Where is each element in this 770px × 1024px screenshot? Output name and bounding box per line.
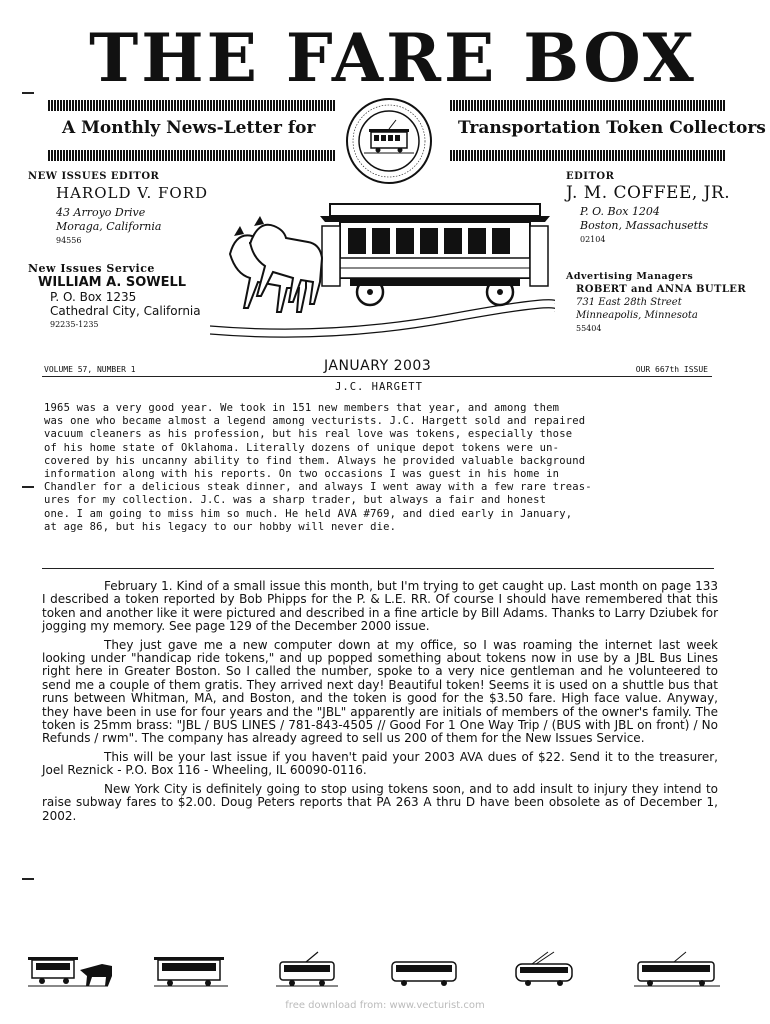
zip-code: 55404	[576, 324, 602, 333]
zip-code: 92235-1235	[50, 320, 99, 329]
horse-car-icon	[28, 957, 112, 986]
bus-icon	[392, 962, 456, 986]
download-watermark: free download from: www.vecturist.com	[285, 1000, 485, 1011]
memorial-text	[44, 402, 714, 534]
text-line: one. I am going to miss him so much. He held AVA #769, and died early in January,	[44, 507, 573, 520]
newsletter-title: THE FARE BOX	[89, 19, 697, 97]
body-paragraph: They just gave me a new computer down at my office, so I was roaming the internet last week looking under "handicap ride tokens," and up popped something about tokens now in use by a JBL Bus Lines right here in Greater Boston. So I called the number, spoke to a very nice gentleman and he volunteered to send me a couple of them gratis. They arrived next day! Beautiful token! Seems it is used on a shuttle bus that runs between Whitman, MA, and Boston, and the token is good for the $3.50 fare. High face value. Anyway, they have been in use for four years and the "JBL" apparently are initials of members of the owner's family. The token is 25mm brass: "JBL / BUS LINES / 781-843-4505 // Good For 1 One Way Trip / (BUS with JBL on front) / No Refunds / rwm". The company has already agreed to sell us 200 of them for the New Issues Service.	[42, 637, 718, 746]
body-paragraph: New York City is definitely going to stop using tokens soon, and to add insult to injury they intend to raise subway fares to $2.00. Doug Peters reports that PA 263 A thru D have been obsolete as of December 1, 2002.	[42, 781, 718, 823]
streetcar-icon	[154, 957, 228, 986]
section-divider	[42, 568, 714, 569]
address-line: P. O. Box 1235	[50, 290, 137, 304]
trolley-icon	[276, 952, 338, 986]
horse-drawn-streetcar-illustration	[210, 176, 555, 348]
tagline-right: Transportation Token Collectors	[458, 118, 766, 138]
newsletter-body	[42, 580, 718, 828]
margin-mark	[22, 878, 34, 880]
editor-name: J. M. COFFEE, JR.	[566, 183, 731, 203]
role-label: NEW ISSUES EDITOR	[28, 171, 160, 182]
masthead-rule-left-lower	[48, 150, 336, 161]
text-line: Chandler for a delicious steak dinner, and always I went away with a few rare treas-	[44, 481, 592, 494]
zip-code: 02104	[580, 235, 606, 244]
new-issues-service-block	[28, 262, 228, 332]
tagline-left: A Monthly News-Letter for	[62, 118, 316, 138]
masthead-rule-left	[48, 100, 336, 111]
service-name: WILLIAM A. SOWELL	[38, 275, 187, 290]
role-label: EDITOR	[566, 171, 615, 182]
advertising-managers-block	[566, 270, 766, 336]
address-line: P. O. Box 1204	[580, 205, 660, 218]
address-line: Cathedral City, California	[50, 304, 201, 318]
address-line: Minneapolis, Minnesota	[576, 310, 698, 321]
memorial-heading: J.C. HARGETT	[335, 381, 423, 393]
issue-info-bar	[42, 358, 712, 377]
editor-block	[566, 170, 766, 247]
body-paragraph: This will be your last issue if you haven't paid your 2003 AVA dues of $22. Send it to the treasurer, Joel Reznick - P.O. Box 116 - Wheeling, IL 60090-0116.	[42, 749, 718, 778]
trolleybus-icon	[516, 952, 572, 986]
text-line: covered by his uncanny ability to find them. Always he provided valuable background	[44, 454, 586, 467]
managers-name: ROBERT and ANNA BUTLER	[576, 284, 747, 295]
text-line: was one who became almost a legend among vecturists. J.C. Hargett sold and repaired	[44, 415, 586, 428]
text-line: ures for my collection. J.C. was a sharp trader, but always a fair and honest	[44, 494, 547, 507]
address-line: 43 Arroyo Drive	[56, 206, 146, 219]
role-label: Advertising Managers	[566, 271, 694, 282]
text-line: information along with his reports. On two occasions I was guest in his home in	[44, 468, 560, 481]
new-issues-editor-block	[28, 170, 228, 248]
text-line: 1965 was a very good year. We took in 151 new members that year, and among them	[44, 402, 560, 414]
masthead-rule-right-lower	[450, 150, 726, 161]
masthead-rule-right	[450, 100, 726, 111]
role-label: New Issues Service	[28, 262, 155, 275]
address-line: Moraga, California	[56, 220, 162, 233]
issue-count: OUR 667th ISSUE	[635, 365, 708, 374]
interurban-car-icon	[634, 952, 720, 986]
margin-mark	[22, 486, 34, 488]
text-line: at age 86, but his legacy to our hobby will never die.	[44, 520, 397, 533]
body-paragraph: February 1. Kind of a small issue this month, but I'm trying to get caught up. Last month on page 133 I described a token reported by Bob Phipps for the P. & L.E. RR. Of course I should have remembered that this token and another like it were pictured and described in a fine article by Bill Adams. Thanks to Larry Dziubek for jogging my memory. See page 129 of the December 2000 issue.	[42, 579, 718, 634]
issue-date: JANUARY 2003	[324, 358, 432, 374]
footer-vehicle-strip	[28, 950, 728, 990]
association-seal-logo	[344, 96, 434, 186]
text-line: of his home state of Oklahoma. Literally dozens of unique depot tokens were un-	[44, 441, 560, 454]
margin-mark	[22, 92, 34, 94]
editor-name: HAROLD V. FORD	[56, 184, 209, 202]
text-line: vacuum cleaners as his profession, but his real love was tokens, especially those	[44, 428, 573, 441]
volume-number: VOLUME 57, NUMBER 1	[44, 365, 136, 374]
address-line: Boston, Massachusetts	[580, 219, 709, 232]
zip-code: 94556	[56, 236, 82, 245]
address-line: 731 East 28th Street	[576, 297, 682, 308]
